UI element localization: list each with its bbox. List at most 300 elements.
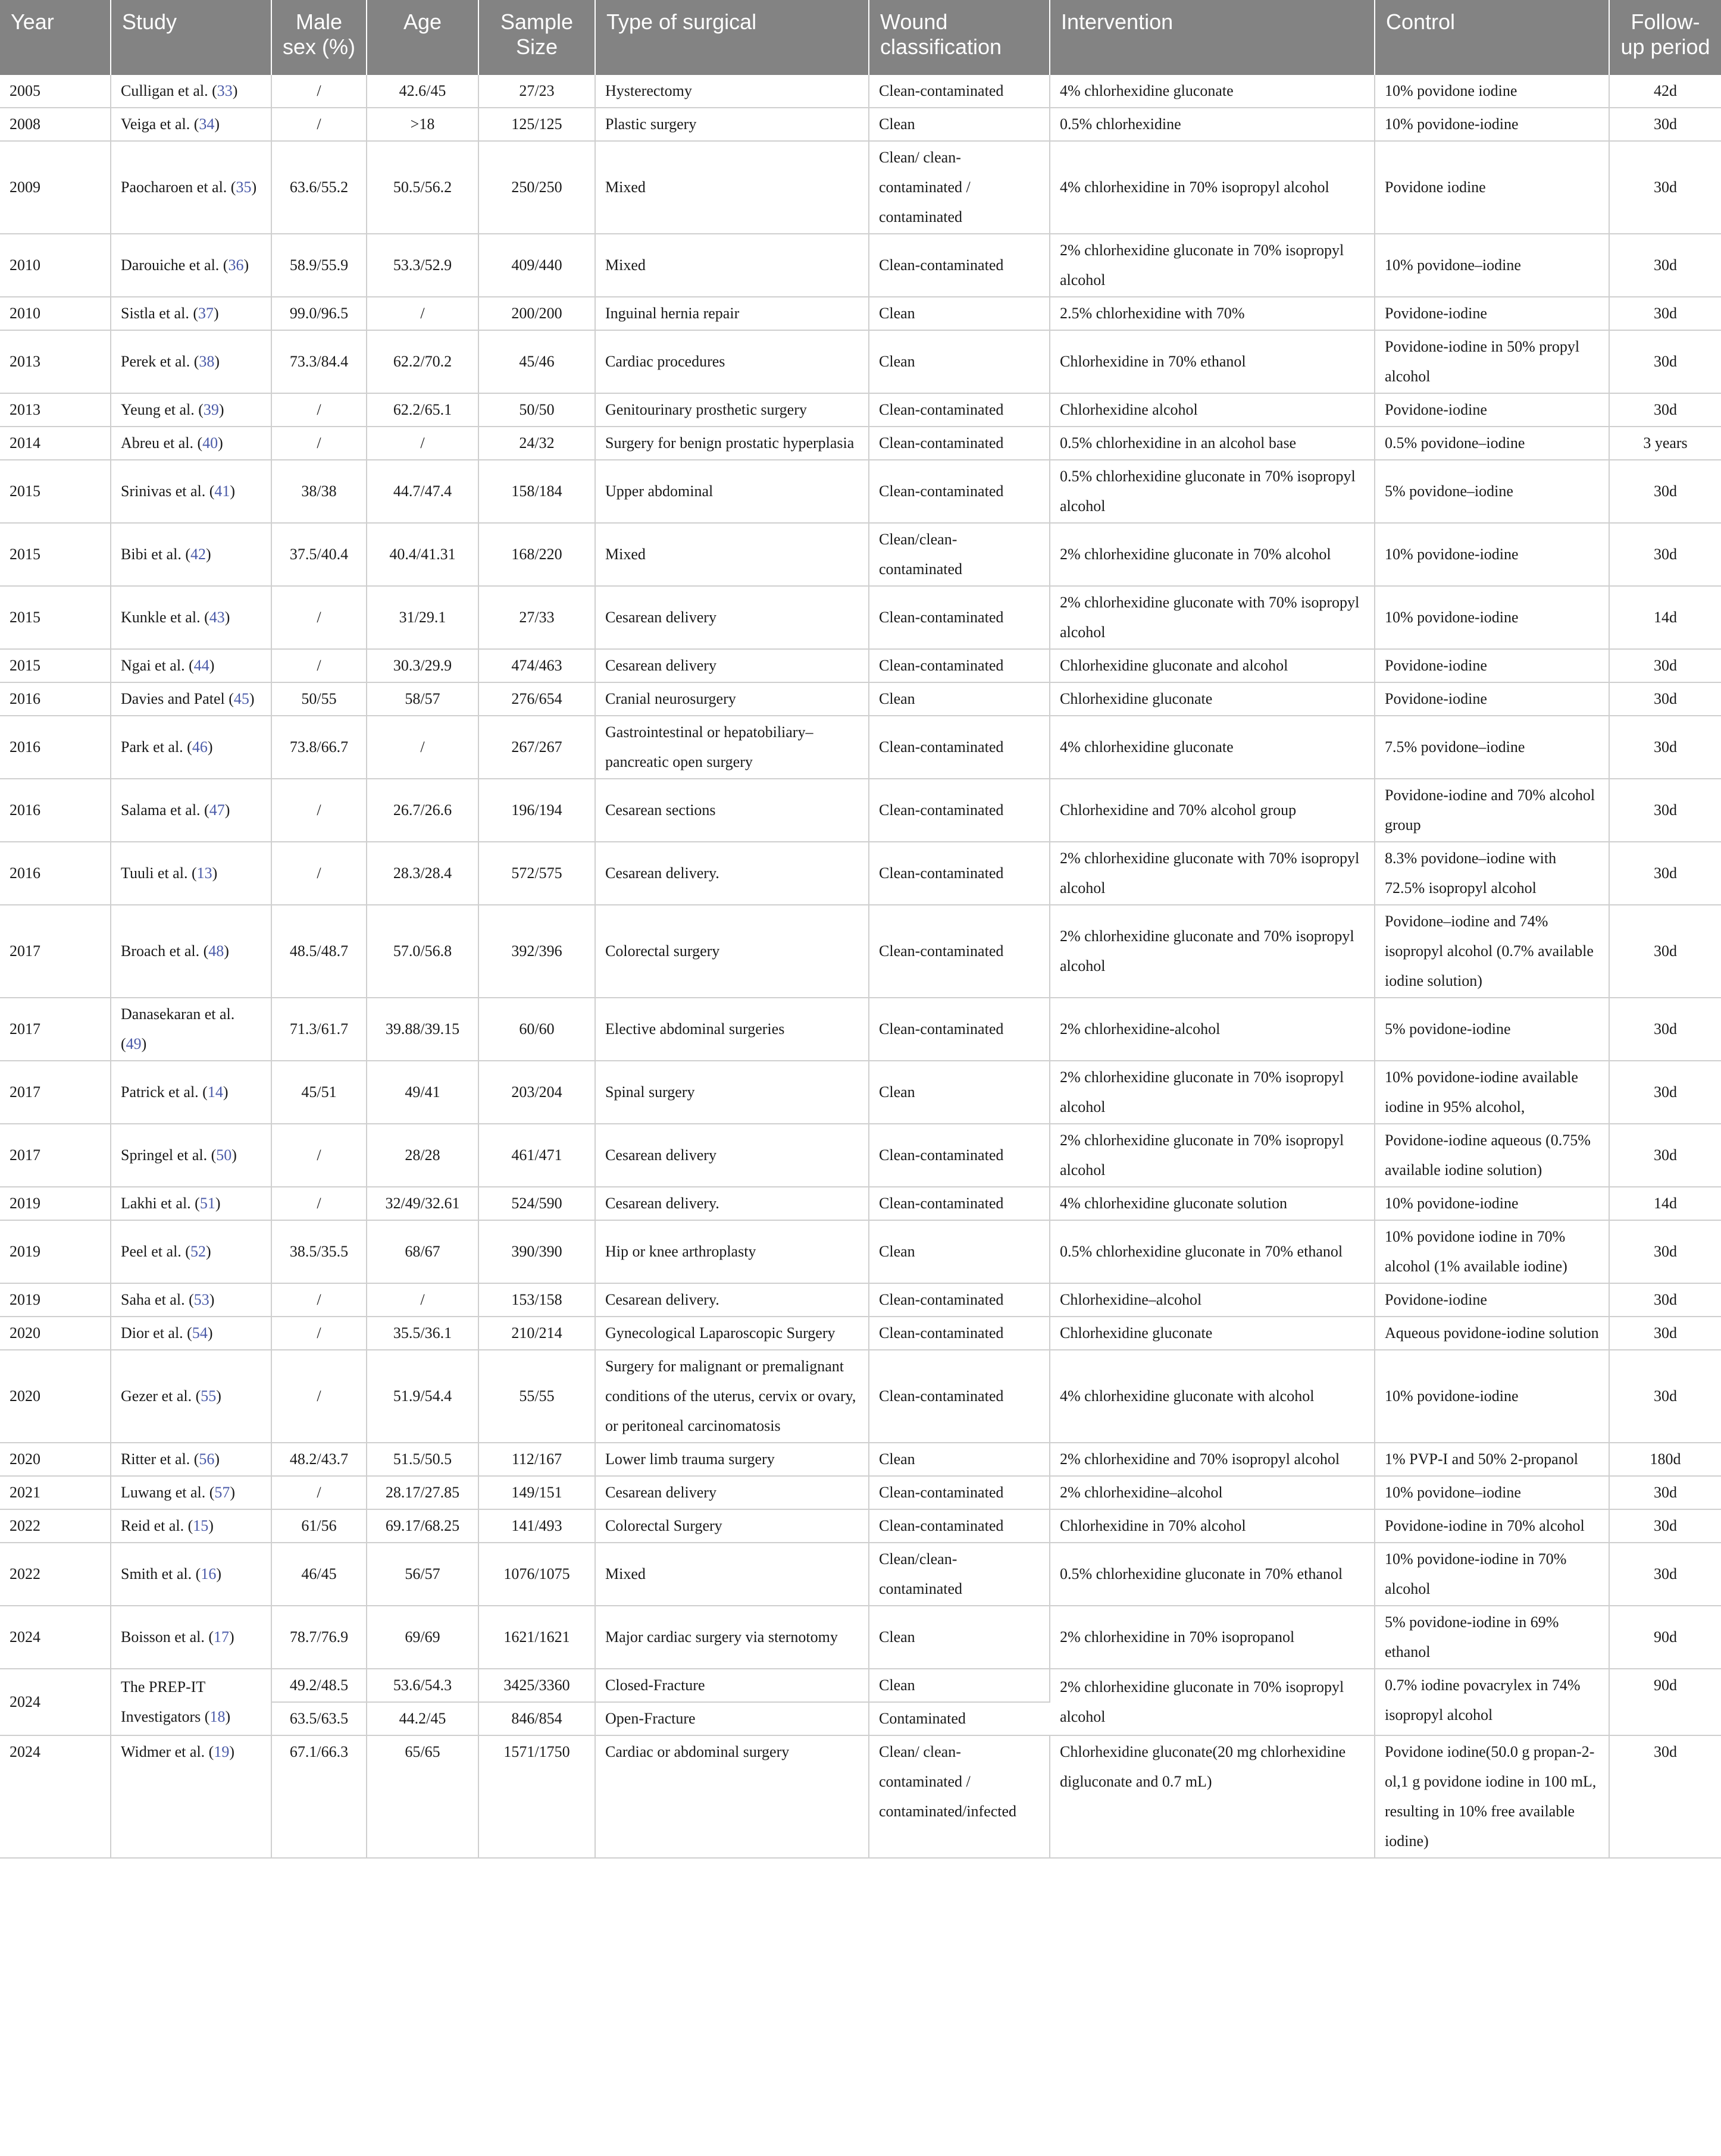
table-row xyxy=(0,1220,1721,1283)
reference-link[interactable]: 48 xyxy=(208,942,224,960)
cell-sample-size: 392/396 xyxy=(478,905,595,998)
cell-study: Widmer et al. (19) xyxy=(111,1735,271,1858)
table-row xyxy=(0,586,1721,649)
cell-control: Aqueous povidone-iodine solution xyxy=(1375,1317,1609,1350)
cell-age: 32/49/32.61 xyxy=(367,1187,478,1220)
cell-follow-up: 90d xyxy=(1609,1606,1721,1669)
cell-follow-up: 30d xyxy=(1609,108,1721,141)
cell-control: Povidone-iodine xyxy=(1375,649,1609,682)
cell-surgery: Cesarean delivery. xyxy=(595,1283,869,1317)
reference-link[interactable]: 14 xyxy=(207,1083,223,1101)
reference-link[interactable]: 37 xyxy=(198,305,214,322)
cell-follow-up: 30d xyxy=(1609,1317,1721,1350)
cell-sample-size: 203/204 xyxy=(478,1061,595,1124)
cell-study: Darouiche et al. (36) xyxy=(111,234,271,297)
reference-link[interactable]: 38 xyxy=(199,353,215,370)
reference-link[interactable]: 17 xyxy=(214,1628,229,1646)
cell-surgery: Elective abdominal surgeries xyxy=(595,998,869,1061)
cell-year: 2010 xyxy=(0,234,111,297)
cell-age: 31/29.1 xyxy=(367,586,478,649)
study-name: Perek et al. ( xyxy=(121,353,199,370)
reference-link[interactable]: 51 xyxy=(199,1195,215,1212)
cell-age: 28.17/27.85 xyxy=(367,1476,478,1509)
cell-sample-size: 572/575 xyxy=(478,842,595,905)
reference-link[interactable]: 55 xyxy=(201,1387,217,1405)
cell-age: 58/57 xyxy=(367,682,478,716)
cell-control: Povidone-iodine in 50% propyl alcohol xyxy=(1375,330,1609,393)
reference-link[interactable]: 41 xyxy=(214,482,230,500)
study-name: Ngai et al. ( xyxy=(121,657,194,674)
cell-surgery: Inguinal hernia repair xyxy=(595,297,869,330)
reference-link[interactable]: 39 xyxy=(203,401,219,418)
reference-link[interactable]: 43 xyxy=(209,609,225,626)
cell-surgery: Colorectal surgery xyxy=(595,905,869,998)
cell-study: Sistla et al. (37) xyxy=(111,297,271,330)
cell-sample-size: 60/60 xyxy=(478,998,595,1061)
cell-wound: Clean-contaminated xyxy=(869,586,1050,649)
cell-follow-up: 30d xyxy=(1609,905,1721,998)
cell-sample-size: 153/158 xyxy=(478,1283,595,1317)
reference-link[interactable]: 36 xyxy=(228,256,244,274)
cell-sample-size: 196/194 xyxy=(478,779,595,842)
cell-male-sex: / xyxy=(271,75,367,108)
cell-surgery: Open-Fracture xyxy=(595,1702,869,1735)
cell-age: 35.5/36.1 xyxy=(367,1317,478,1350)
table-row xyxy=(0,1317,1721,1350)
cell-control: 10% povidone-iodine xyxy=(1375,1350,1609,1443)
cell-wound: Clean-contaminated xyxy=(869,649,1050,682)
cell-age: / xyxy=(367,1283,478,1317)
cell-age: 42.6/45 xyxy=(367,75,478,108)
header-age: Age xyxy=(367,0,478,75)
cell-surgery: Colorectal Surgery xyxy=(595,1509,869,1543)
cell-intervention: 4% chlorhexidine gluconate xyxy=(1050,716,1375,779)
cell-sample-size: 27/23 xyxy=(478,75,595,108)
cell-year: 2019 xyxy=(0,1283,111,1317)
cell-follow-up: 30d xyxy=(1609,1283,1721,1317)
cell-follow-up: 30d xyxy=(1609,1350,1721,1443)
cell-intervention: 2% chlorhexidine gluconate in 70% isopropyl alcohol xyxy=(1050,1124,1375,1187)
cell-intervention: 2% chlorhexidine-alcohol xyxy=(1050,998,1375,1061)
cell-surgery: Cranial neurosurgery xyxy=(595,682,869,716)
cell-follow-up: 30d xyxy=(1609,141,1721,234)
cell-study: Kunkle et al. (43) xyxy=(111,586,271,649)
cell-intervention: Chlorhexidine gluconate xyxy=(1050,1317,1375,1350)
cell-intervention: 2% chlorhexidine gluconate with 70% isopropyl alcohol xyxy=(1050,842,1375,905)
table-row xyxy=(0,460,1721,523)
cell-sample-size: 210/214 xyxy=(478,1317,595,1350)
cell-male-sex: 45/51 xyxy=(271,1061,367,1124)
reference-link[interactable]: 46 xyxy=(192,738,208,756)
reference-link[interactable]: 45 xyxy=(233,690,249,707)
cell-surgery: Upper abdominal xyxy=(595,460,869,523)
cell-control: Povidone-iodine xyxy=(1375,1283,1609,1317)
study-name: Paocharoen et al. ( xyxy=(121,178,236,196)
reference-link[interactable]: 57 xyxy=(214,1484,230,1501)
cell-control: 10% povidone-iodine xyxy=(1375,1187,1609,1220)
cell-male-sex: / xyxy=(271,1283,367,1317)
cell-age: 57.0/56.8 xyxy=(367,905,478,998)
cell-study: Perek et al. (38) xyxy=(111,330,271,393)
cell-intervention: 4% chlorhexidine gluconate solution xyxy=(1050,1187,1375,1220)
cell-wound: Clean-contaminated xyxy=(869,1476,1050,1509)
cell-male-sex: 49.2/48.5 xyxy=(271,1669,367,1702)
cell-surgery: Gastrointestinal or hepatobiliary–pancreatic open surgery xyxy=(595,716,869,779)
cell-sample-size: 390/390 xyxy=(478,1220,595,1283)
cell-wound: Clean xyxy=(869,1061,1050,1124)
table-row xyxy=(0,427,1721,460)
cell-control: 0.7% iodine povacrylex in 74% isopropyl alcohol xyxy=(1375,1669,1609,1735)
cell-sample-size: 141/493 xyxy=(478,1509,595,1543)
cell-year: 2020 xyxy=(0,1350,111,1443)
cell-intervention: 2.5% chlorhexidine with 70% xyxy=(1050,297,1375,330)
header-sample-size: Sample Size xyxy=(478,0,595,75)
cell-male-sex: / xyxy=(271,1317,367,1350)
cell-age: 53.6/54.3 xyxy=(367,1669,478,1702)
cell-study: Ritter et al. (56) xyxy=(111,1443,271,1476)
cell-male-sex: / xyxy=(271,1476,367,1509)
cell-study: Park et al. (46) xyxy=(111,716,271,779)
study-name: Broach et al. ( xyxy=(121,942,209,960)
cell-age: 28.3/28.4 xyxy=(367,842,478,905)
study-name: Ritter et al. ( xyxy=(121,1450,199,1468)
cell-study: Culligan et al. (33) xyxy=(111,75,271,108)
cell-wound: Contaminated xyxy=(869,1702,1050,1735)
cell-study: Ngai et al. (44) xyxy=(111,649,271,682)
cell-surgery: Cesarean delivery xyxy=(595,1476,869,1509)
study-name: Park et al. ( xyxy=(121,738,192,756)
study-name: Widmer et al. ( xyxy=(121,1743,214,1760)
cell-wound: Clean/ clean-contaminated / contaminated/infected xyxy=(869,1735,1050,1858)
cell-sample-size: 45/46 xyxy=(478,330,595,393)
cell-male-sex: / xyxy=(271,649,367,682)
cell-follow-up: 30d xyxy=(1609,1061,1721,1124)
cell-follow-up: 3 years xyxy=(1609,427,1721,460)
cell-control: 5% povidone-iodine in 69% ethanol xyxy=(1375,1606,1609,1669)
cell-surgery: Plastic surgery xyxy=(595,108,869,141)
cell-year: 2009 xyxy=(0,141,111,234)
cell-age: / xyxy=(367,427,478,460)
cell-year: 2016 xyxy=(0,682,111,716)
cell-wound: Clean-contaminated xyxy=(869,1124,1050,1187)
reference-link[interactable]: 40 xyxy=(202,434,218,452)
cell-male-sex: 58.9/55.9 xyxy=(271,234,367,297)
cell-male-sex: / xyxy=(271,1124,367,1187)
cell-wound: Clean-contaminated xyxy=(869,716,1050,779)
reference-link[interactable]: 13 xyxy=(196,864,212,882)
study-name: Darouiche et al. ( xyxy=(121,256,229,274)
header-year: Year xyxy=(0,0,111,75)
cell-male-sex: 63.6/55.2 xyxy=(271,141,367,234)
reference-link[interactable]: 34 xyxy=(199,115,215,133)
cell-study: Reid et al. (15) xyxy=(111,1509,271,1543)
cell-intervention: 4% chlorhexidine gluconate xyxy=(1050,75,1375,108)
study-name: Sistla et al. ( xyxy=(121,305,198,322)
cell-study: The PREP-IT Investigators (18) xyxy=(111,1669,271,1735)
cell-male-sex: 38.5/35.5 xyxy=(271,1220,367,1283)
cell-age: 26.7/26.6 xyxy=(367,779,478,842)
cell-wound: Clean xyxy=(869,1443,1050,1476)
table-row xyxy=(0,141,1721,234)
study-name: Salama et al. ( xyxy=(121,801,209,819)
table-row xyxy=(0,330,1721,393)
cell-year: 2005 xyxy=(0,75,111,108)
cell-follow-up: 30d xyxy=(1609,297,1721,330)
cell-sample-size: 250/250 xyxy=(478,141,595,234)
cell-surgery: Mixed xyxy=(595,141,869,234)
cell-age: 49/41 xyxy=(367,1061,478,1124)
cell-sample-size: 474/463 xyxy=(478,649,595,682)
cell-control: 10% povidone-iodine available iodine in 95% alcohol, xyxy=(1375,1061,1609,1124)
cell-study: Srinivas et al. (41) xyxy=(111,460,271,523)
cell-male-sex: / xyxy=(271,1350,367,1443)
cell-intervention: 2% chlorhexidine gluconate in 70% isopropyl alcohol xyxy=(1050,234,1375,297)
cell-wound: Clean-contaminated xyxy=(869,427,1050,460)
cell-intervention: Chlorhexidine–alcohol xyxy=(1050,1283,1375,1317)
reference-link[interactable]: 35 xyxy=(236,178,252,196)
cell-sample-size: 50/50 xyxy=(478,393,595,427)
table-row xyxy=(0,75,1721,108)
cell-surgery: Mixed xyxy=(595,523,869,586)
cell-age: 56/57 xyxy=(367,1543,478,1606)
cell-sample-size: 158/184 xyxy=(478,460,595,523)
cell-year: 2017 xyxy=(0,998,111,1061)
cell-study: Saha et al. (53) xyxy=(111,1283,271,1317)
study-name: Boisson et al. ( xyxy=(121,1628,214,1646)
cell-follow-up: 30d xyxy=(1609,1509,1721,1543)
cell-year: 2015 xyxy=(0,586,111,649)
cell-sample-size: 1621/1621 xyxy=(478,1606,595,1669)
cell-age: 68/67 xyxy=(367,1220,478,1283)
cell-follow-up: 30d xyxy=(1609,234,1721,297)
cell-age: 51.5/50.5 xyxy=(367,1443,478,1476)
cell-control: Povidone-iodine in 70% alcohol xyxy=(1375,1509,1609,1543)
cell-year: 2015 xyxy=(0,523,111,586)
cell-year: 2017 xyxy=(0,1061,111,1124)
cell-study: Dior et al. (54) xyxy=(111,1317,271,1350)
study-name: Tuuli et al. ( xyxy=(121,864,197,882)
study-name: Springel et al. ( xyxy=(121,1146,217,1164)
cell-wound: Clean xyxy=(869,297,1050,330)
cell-intervention: 2% chlorhexidine gluconate with 70% isopropyl alcohol xyxy=(1050,586,1375,649)
cell-male-sex: 46/45 xyxy=(271,1543,367,1606)
cell-male-sex: 38/38 xyxy=(271,460,367,523)
header-wound: Wound classification xyxy=(869,0,1050,75)
cell-year: 2022 xyxy=(0,1543,111,1606)
cell-intervention: Chlorhexidine gluconate(20 mg chlorhexidine digluconate and 0.7 mL) xyxy=(1050,1735,1375,1858)
table-row xyxy=(0,1669,1721,1702)
cell-sample-size: 3425/3360 xyxy=(478,1669,595,1702)
cell-intervention: Chlorhexidine in 70% alcohol xyxy=(1050,1509,1375,1543)
cell-control: Povidone-iodine xyxy=(1375,682,1609,716)
cell-study: Paocharoen et al. (35) xyxy=(111,141,271,234)
cell-wound: Clean-contaminated xyxy=(869,998,1050,1061)
cell-study: Lakhi et al. (51) xyxy=(111,1187,271,1220)
reference-link[interactable]: 50 xyxy=(216,1146,232,1164)
cell-year: 2016 xyxy=(0,842,111,905)
reference-link[interactable]: 19 xyxy=(214,1743,230,1760)
cell-year: 2024 xyxy=(0,1606,111,1669)
cell-intervention: 0.5% chlorhexidine gluconate in 70% ethanol xyxy=(1050,1543,1375,1606)
cell-wound: Clean/clean-contaminated xyxy=(869,523,1050,586)
cell-age: 53.3/52.9 xyxy=(367,234,478,297)
cell-control: 5% povidone–iodine xyxy=(1375,460,1609,523)
cell-sample-size: 125/125 xyxy=(478,108,595,141)
cell-sample-size: 461/471 xyxy=(478,1124,595,1187)
table-row xyxy=(0,716,1721,779)
study-name: Yeung et al. ( xyxy=(121,401,204,418)
cell-sample-size: 149/151 xyxy=(478,1476,595,1509)
cell-age: 30.3/29.9 xyxy=(367,649,478,682)
header-intervention: Intervention xyxy=(1050,0,1375,75)
reference-link[interactable]: 53 xyxy=(193,1291,209,1308)
cell-intervention: 2% chlorhexidine gluconate in 70% isopropyl alcohol xyxy=(1050,1669,1375,1735)
cell-male-sex: 48.2/43.7 xyxy=(271,1443,367,1476)
table-row xyxy=(0,1476,1721,1509)
cell-control: Povidone-iodine and 70% alcohol group xyxy=(1375,779,1609,842)
reference-link[interactable]: 44 xyxy=(193,657,209,674)
table-row xyxy=(0,523,1721,586)
cell-age: 39.88/39.15 xyxy=(367,998,478,1061)
cell-study: Abreu et al. (40) xyxy=(111,427,271,460)
cell-male-sex: 78.7/76.9 xyxy=(271,1606,367,1669)
cell-study: Bibi et al. (42) xyxy=(111,523,271,586)
cell-sample-size: 276/654 xyxy=(478,682,595,716)
cell-intervention: Chlorhexidine gluconate xyxy=(1050,682,1375,716)
cell-follow-up: 30d xyxy=(1609,682,1721,716)
study-name: Smith et al. ( xyxy=(121,1565,201,1582)
cell-male-sex: 73.8/66.7 xyxy=(271,716,367,779)
cell-wound: Clean-contaminated xyxy=(869,460,1050,523)
cell-male-sex: 61/56 xyxy=(271,1509,367,1543)
cell-male-sex: / xyxy=(271,108,367,141)
cell-intervention: 2% chlorhexidine gluconate in 70% isopropyl alcohol xyxy=(1050,1061,1375,1124)
cell-control: Povidone iodine xyxy=(1375,141,1609,234)
reference-link[interactable]: 56 xyxy=(199,1450,215,1468)
cell-sample-size: 1571/1750 xyxy=(478,1735,595,1858)
cell-male-sex: 37.5/40.4 xyxy=(271,523,367,586)
reference-link[interactable]: 16 xyxy=(201,1565,217,1582)
cell-year: 2019 xyxy=(0,1187,111,1220)
cell-year: 2024 xyxy=(0,1735,111,1858)
cell-follow-up: 30d xyxy=(1609,649,1721,682)
cell-study: Gezer et al. (55) xyxy=(111,1350,271,1443)
cell-study: Smith et al. (16) xyxy=(111,1543,271,1606)
reference-link[interactable]: 52 xyxy=(190,1243,206,1260)
cell-wound: Clean/ clean-contaminated / contaminated xyxy=(869,141,1050,234)
cell-age: 28/28 xyxy=(367,1124,478,1187)
cell-follow-up: 30d xyxy=(1609,1220,1721,1283)
cell-year: 2010 xyxy=(0,297,111,330)
reference-link[interactable]: 18 xyxy=(209,1708,226,1725)
table-row xyxy=(0,108,1721,141)
cell-year: 2020 xyxy=(0,1443,111,1476)
cell-sample-size: 27/33 xyxy=(478,586,595,649)
cell-sample-size: 200/200 xyxy=(478,297,595,330)
table-row xyxy=(0,1735,1721,1858)
study-name: Culligan et al. ( xyxy=(121,82,217,99)
cell-age: 69/69 xyxy=(367,1606,478,1669)
cell-follow-up: 42d xyxy=(1609,75,1721,108)
cell-study: Veiga et al. (34) xyxy=(111,108,271,141)
cell-sample-size: 55/55 xyxy=(478,1350,595,1443)
cell-male-sex: 48.5/48.7 xyxy=(271,905,367,998)
table-row xyxy=(0,297,1721,330)
cell-control: 10% povidone-iodine in 70% alcohol xyxy=(1375,1543,1609,1606)
cell-follow-up: 14d xyxy=(1609,586,1721,649)
cell-sample-size: 267/267 xyxy=(478,716,595,779)
study-name: Patrick et al. ( xyxy=(121,1083,208,1101)
cell-surgery: Surgery for malignant or premalignant conditions of the uterus, cervix or ovary, or peritoneal carcinomatosis xyxy=(595,1350,869,1443)
cell-control: Povidone iodine(50.0 g propan-2-ol,1 g povidone iodine in 100 mL, resulting in 10% free available iodine) xyxy=(1375,1735,1609,1858)
reference-link[interactable]: 33 xyxy=(217,82,233,99)
cell-male-sex: / xyxy=(271,1187,367,1220)
cell-control: 10% povidone–iodine xyxy=(1375,1476,1609,1509)
cell-surgery: Cesarean delivery xyxy=(595,586,869,649)
study-name: Gezer et al. ( xyxy=(121,1387,201,1405)
cell-study: Tuuli et al. (13) xyxy=(111,842,271,905)
cell-male-sex: / xyxy=(271,427,367,460)
reference-link[interactable]: 47 xyxy=(209,801,225,819)
cell-surgery: Cesarean delivery. xyxy=(595,842,869,905)
cell-male-sex: 71.3/61.7 xyxy=(271,998,367,1061)
cell-age: 62.2/70.2 xyxy=(367,330,478,393)
cell-sample-size: 1076/1075 xyxy=(478,1543,595,1606)
cell-control: 1% PVP-I and 50% 2-propanol xyxy=(1375,1443,1609,1476)
cell-intervention: 0.5% chlorhexidine gluconate in 70% ethanol xyxy=(1050,1220,1375,1283)
cell-male-sex: / xyxy=(271,586,367,649)
cell-year: 2020 xyxy=(0,1317,111,1350)
cell-control: 10% povidone-iodine xyxy=(1375,523,1609,586)
study-name: Kunkle et al. ( xyxy=(121,609,209,626)
cell-surgery: Hysterectomy xyxy=(595,75,869,108)
cell-intervention: 4% chlorhexidine gluconate with alcohol xyxy=(1050,1350,1375,1443)
cell-control: 10% povidone-iodine xyxy=(1375,586,1609,649)
reference-link[interactable]: 15 xyxy=(193,1517,209,1534)
cell-follow-up: 14d xyxy=(1609,1187,1721,1220)
cell-year: 2021 xyxy=(0,1476,111,1509)
table-row xyxy=(0,1187,1721,1220)
cell-surgery: Closed-Fracture xyxy=(595,1669,869,1702)
reference-link[interactable]: 42 xyxy=(190,546,206,563)
table-row xyxy=(0,1443,1721,1476)
cell-control: 10% povidone–iodine xyxy=(1375,234,1609,297)
study-name: Peel et al. ( xyxy=(121,1243,190,1260)
cell-control: Povidone–iodine and 74% isopropyl alcohol (0.7% available iodine solution) xyxy=(1375,905,1609,998)
cell-wound: Clean xyxy=(869,1606,1050,1669)
cell-age: 44.7/47.4 xyxy=(367,460,478,523)
reference-link[interactable]: 49 xyxy=(126,1035,142,1052)
cell-intervention: Chlorhexidine alcohol xyxy=(1050,393,1375,427)
table-row xyxy=(0,1509,1721,1543)
cell-age: / xyxy=(367,716,478,779)
cell-sample-size: 168/220 xyxy=(478,523,595,586)
cell-wound: Clean xyxy=(869,1220,1050,1283)
cell-follow-up: 30d xyxy=(1609,1735,1721,1858)
cell-control: 8.3% povidone–iodine with 72.5% isopropyl alcohol xyxy=(1375,842,1609,905)
header-row xyxy=(0,0,1721,75)
cell-study: Yeung et al. (39) xyxy=(111,393,271,427)
cell-age: / xyxy=(367,297,478,330)
cell-control: 10% povidone-iodine xyxy=(1375,108,1609,141)
cell-study: Danasekaran et al. (49) xyxy=(111,998,271,1061)
cell-wound: Clean/clean-contaminated xyxy=(869,1543,1050,1606)
cell-wound: Clean-contaminated xyxy=(869,393,1050,427)
cell-follow-up: 30d xyxy=(1609,998,1721,1061)
reference-link[interactable]: 54 xyxy=(192,1324,208,1342)
cell-intervention: 2% chlorhexidine gluconate and 70% isopropyl alcohol xyxy=(1050,905,1375,998)
cell-year: 2013 xyxy=(0,393,111,427)
